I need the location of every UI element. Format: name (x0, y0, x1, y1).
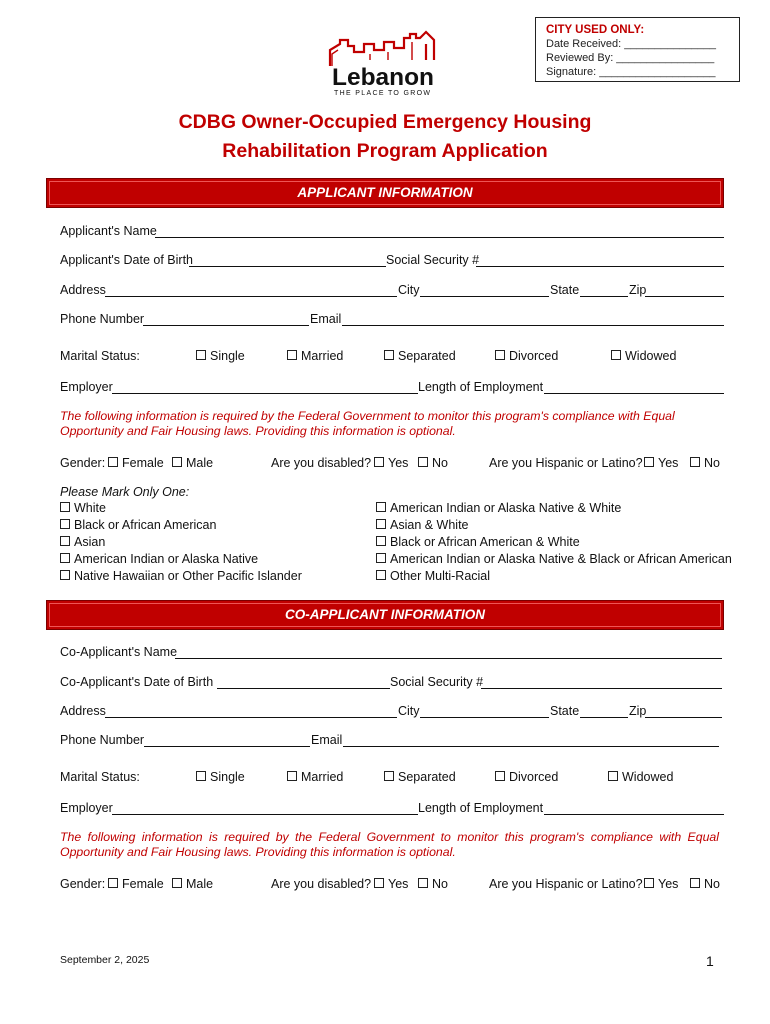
co-applicant-hispanic-no[interactable]: No (690, 877, 720, 891)
checkbox-icon[interactable] (60, 570, 70, 580)
logo-wordmark: Lebanon (332, 64, 434, 91)
checkbox-icon[interactable] (60, 553, 70, 563)
checkbox-icon[interactable] (690, 457, 700, 467)
applicant-employer-label: Employer (60, 380, 113, 394)
race-option[interactable]: White (60, 501, 106, 515)
checkbox-icon[interactable] (172, 457, 182, 467)
checkbox-icon[interactable] (495, 350, 505, 360)
co-applicant-phone-field[interactable] (144, 746, 310, 747)
applicant-state-field[interactable] (580, 296, 628, 297)
co-applicant-state-field[interactable] (580, 717, 628, 718)
race-option[interactable]: American Indian or Alaska Native & White (376, 501, 621, 515)
applicant-disabled-yes[interactable]: Yes (374, 456, 408, 470)
checkbox-icon[interactable] (196, 771, 206, 781)
form-title-line2: Rehabilitation Program Application (222, 140, 548, 162)
co-applicant-zip-field[interactable] (645, 717, 722, 718)
co-applicant-employer-field[interactable] (112, 814, 418, 815)
applicant-hispanic-no[interactable]: No (690, 456, 720, 470)
co-applicant-marital-separated[interactable]: Separated (384, 770, 456, 784)
applicant-marital-married[interactable]: Married (287, 349, 343, 363)
date-received-line: Date Received: _______________ (546, 38, 717, 50)
checkbox-icon[interactable] (376, 570, 386, 580)
checkbox-icon[interactable] (60, 536, 70, 546)
applicant-employer-field[interactable] (112, 393, 418, 394)
co-applicant-disabled-yes[interactable]: Yes (374, 877, 408, 891)
page-number: 1 (706, 953, 714, 969)
applicant-email-label: Email (310, 312, 342, 326)
co-applicant-city-field[interactable] (420, 717, 549, 718)
co-applicant-gender-male[interactable]: Male (172, 877, 213, 891)
co-applicant-marital-widowed[interactable]: Widowed (608, 770, 673, 784)
checkbox-icon[interactable] (495, 771, 505, 781)
race-option[interactable]: Asian (60, 535, 105, 549)
checkbox-icon[interactable] (376, 502, 386, 512)
applicant-marital-divorced[interactable]: Divorced (495, 349, 558, 363)
checkbox-icon[interactable] (108, 457, 118, 467)
applicant-marital-separated[interactable]: Separated (384, 349, 456, 363)
co-applicant-optional-notice: The following information is required by the Federal Government to monitor this program's compliance with Equal Opportunity and Fair Housing laws. Providing this information is optional. (60, 830, 719, 859)
applicant-gender-label: Gender: (60, 456, 106, 470)
checkbox-icon[interactable] (384, 350, 394, 360)
checkbox-icon[interactable] (60, 502, 70, 512)
form-title-line1: CDBG Owner-Occupied Emergency Housing (178, 111, 592, 133)
checkbox-icon[interactable] (196, 350, 206, 360)
checkbox-icon[interactable] (376, 519, 386, 529)
checkbox-icon[interactable] (374, 457, 384, 467)
applicant-length-field[interactable] (544, 393, 724, 394)
co-applicant-hispanic-yes[interactable]: Yes (644, 877, 678, 891)
applicant-gender-female[interactable]: Female (108, 456, 164, 470)
checkbox-icon[interactable] (172, 878, 182, 888)
checkbox-icon[interactable] (374, 878, 384, 888)
co-applicant-state-label: State (550, 704, 580, 718)
co-applicant-ssn-field[interactable] (481, 688, 722, 689)
checkbox-icon[interactable] (690, 878, 700, 888)
applicant-state-label: State (550, 283, 580, 297)
co-applicant-dob-field[interactable] (217, 688, 390, 689)
applicant-ssn-label: Social Security # (386, 253, 480, 267)
co-applicant-email-field[interactable] (343, 746, 719, 747)
applicant-address-label: Address (60, 283, 106, 297)
applicant-disabled-no[interactable]: No (418, 456, 448, 470)
applicant-ssn-field[interactable] (476, 266, 724, 267)
applicant-gender-male[interactable]: Male (172, 456, 213, 470)
co-applicant-email-label: Email (311, 733, 343, 747)
reviewed-by-line: Reviewed By: ________________ (546, 52, 715, 64)
office-use-title: CITY USED ONLY: (546, 24, 645, 36)
race-option[interactable]: Black or African American & White (376, 535, 580, 549)
race-prompt: Please Mark Only One: (60, 485, 190, 499)
co-applicant-marital-label: Marital Status: (60, 770, 140, 784)
city-logo (328, 30, 443, 98)
co-applicant-zip-label: Zip (629, 704, 647, 718)
applicant-hispanic-label: Are you Hispanic or Latino? (489, 456, 643, 470)
checkbox-icon[interactable] (608, 771, 618, 781)
co-applicant-section-header: CO-APPLICANT INFORMATION (46, 600, 724, 630)
applicant-disabled-label: Are you disabled? (271, 456, 372, 470)
checkbox-icon[interactable] (644, 457, 654, 467)
checkbox-icon[interactable] (418, 878, 428, 888)
race-option[interactable]: American Indian or Alaska Native (60, 552, 258, 566)
co-applicant-marital-single[interactable]: Single (196, 770, 245, 784)
checkbox-icon[interactable] (60, 519, 70, 529)
logo-tagline: THE PLACE TO GROW (334, 90, 430, 97)
co-applicant-disabled-no[interactable]: No (418, 877, 448, 891)
co-applicant-employer-label: Employer (60, 801, 113, 815)
race-option[interactable]: American Indian or Alaska Native & Black or African American (376, 552, 732, 566)
applicant-zip-label: Zip (629, 283, 647, 297)
co-applicant-length-label: Length of Employment (418, 801, 544, 815)
applicant-length-label: Length of Employment (418, 380, 544, 394)
co-applicant-address-label: Address (60, 704, 106, 718)
co-applicant-disabled-label: Are you disabled? (271, 877, 372, 891)
footer-date: September 2, 2025 (60, 954, 150, 966)
race-option[interactable]: Black or African American (60, 518, 216, 532)
co-applicant-gender-female[interactable]: Female (108, 877, 164, 891)
applicant-marital-widowed[interactable]: Widowed (611, 349, 676, 363)
race-option[interactable]: Asian & White (376, 518, 469, 532)
applicant-phone-field[interactable] (143, 325, 309, 326)
checkbox-icon[interactable] (611, 350, 621, 360)
checkbox-icon[interactable] (287, 350, 297, 360)
applicant-name-label: Applicant's Name (60, 224, 157, 238)
co-applicant-ssn-label: Social Security # (390, 675, 484, 689)
race-option[interactable]: Other Multi-Racial (376, 569, 490, 583)
applicant-marital-label: Marital Status: (60, 349, 140, 363)
checkbox-icon[interactable] (376, 553, 386, 563)
co-applicant-address-field[interactable] (105, 717, 397, 718)
co-applicant-dob-label: Co-Applicant's Date of Birth (60, 675, 214, 689)
co-applicant-marital-married[interactable]: Married (287, 770, 343, 784)
co-applicant-city-label: City (398, 704, 420, 718)
co-applicant-phone-label: Phone Number (60, 733, 145, 747)
co-applicant-marital-divorced[interactable]: Divorced (495, 770, 558, 784)
checkbox-icon[interactable] (108, 878, 118, 888)
applicant-hispanic-yes[interactable]: Yes (644, 456, 678, 470)
checkbox-icon[interactable] (418, 457, 428, 467)
applicant-city-label: City (398, 283, 420, 297)
applicant-marital-single[interactable]: Single (196, 349, 245, 363)
applicant-optional-notice: The following information is required by the Federal Government to monitor this program's compliance with Equal Opportunity and Fair Housing laws. Providing this information is optional. (60, 409, 675, 438)
co-applicant-length-field[interactable] (544, 814, 724, 815)
city-skyline-icon (328, 30, 443, 98)
applicant-zip-field[interactable] (645, 296, 724, 297)
applicant-city-field[interactable] (420, 296, 549, 297)
co-applicant-name-field[interactable] (175, 658, 722, 659)
applicant-phone-label: Phone Number (60, 312, 145, 326)
applicant-address-field[interactable] (105, 296, 397, 297)
checkbox-icon[interactable] (376, 536, 386, 546)
applicant-dob-field[interactable] (189, 266, 386, 267)
co-applicant-hispanic-label: Are you Hispanic or Latino? (489, 877, 643, 891)
office-use-box (535, 17, 740, 82)
co-applicant-name-label: Co-Applicant's Name (60, 645, 178, 659)
checkbox-icon[interactable] (384, 771, 394, 781)
race-option[interactable]: Native Hawaiian or Other Pacific Islander (60, 569, 302, 583)
applicant-name-field[interactable] (155, 237, 724, 238)
co-applicant-gender-label: Gender: (60, 877, 106, 891)
checkbox-icon[interactable] (287, 771, 297, 781)
checkbox-icon[interactable] (644, 878, 654, 888)
signature-line: Signature: ___________________ (546, 66, 716, 78)
applicant-email-field[interactable] (342, 325, 724, 326)
applicant-section-header: APPLICANT INFORMATION (46, 178, 724, 208)
applicant-dob-label: Applicant's Date of Birth (60, 253, 194, 267)
